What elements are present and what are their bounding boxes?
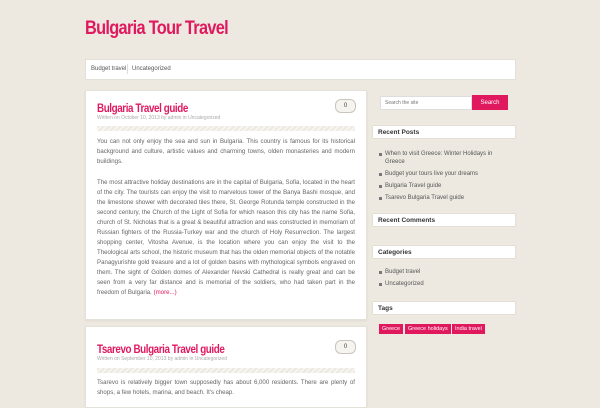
site-title[interactable]: Bulgaria Tour Travel [85,18,229,39]
recent-post-link[interactable]: Bulgaria Travel guide [379,182,510,190]
post-title[interactable]: Tsarevo Bulgaria Travel guide [97,342,225,356]
post-paragraph [97,178,355,298]
widget-title-recent-comments: Recent Comments [372,213,516,227]
widget-title-recent-posts: Recent Posts [372,125,516,139]
comment-count-badge[interactable]: 0 [335,340,356,354]
post-meta: Written on October 10, 2013 by admin in Uncategorized [97,115,221,121]
post-title[interactable]: Bulgaria Travel guide [97,101,188,115]
category-link[interactable]: Budget travel [379,268,510,276]
post-meta: Written on September 10, 2013 by admin in Uncategorized [97,356,227,362]
recent-posts-widget [372,139,516,209]
categories-widget [372,259,516,299]
tag-link[interactable]: India travel [452,324,485,334]
tag-link[interactable]: Greece holidays [405,324,451,334]
post-article [85,326,367,408]
post-paragraph: You can not only enjoy the sea and sun in Bulgaria. This country is famous for its historical background and culture, artistic values and charming towns, olden monasteries and modern buildings. [97,138,355,165]
post-paragraph: Tsarevo is relatively bigger town supposedly has about 6,000 residents. There are plenty of shops, a few hotels, marina, and beach. It's cheap. [97,379,355,396]
post-divider [97,126,355,131]
recent-post-link[interactable]: Budget your tours live your dreams [379,170,510,178]
post-divider [97,368,355,373]
category-link[interactable]: Uncategorized [379,280,510,288]
search-input[interactable] [380,96,472,110]
widget-title-categories: Categories [372,245,516,259]
search-button[interactable]: Search [472,95,508,110]
nav-item-uncategorized[interactable]: Uncategorized [132,66,171,72]
tag-link[interactable]: Greece [379,324,403,334]
widget-title-tags: Tags [372,301,516,315]
post-paragraph-text: The most attractive holiday destinations are in the capital of Bulgaria, Sofia, located in the heart of the city. The tourists can enjoy the visit to marvelous tower of the Banya Bashi mosque, and the limestone shower with decorated tiles there, St. George Rotunda temple constructed in the second century, the Church of the Light of Sofia for which reason this city has the name Sofia, church of St. Nicholas that is a great & beautiful attraction and was constructed in memoriam of Russian fighters of the Russia-Turkey war and the church of Holy Resurrection. The largest shopping center, Vitosha Avenue, is the location where you can enjoy the visit to the Theological arts school, the historic museum that has the olden memorial objects of the notable Panagyurishte gold treasure and a lot of golden basins with mythological symbols engraved on them. The sight of Golden domes of Alexander Nevski Cathedral is really great and can be seen from a very far distance and is memorial of the soldiers, who had taken part in the freedom of Bulgaria. [97,179,355,296]
recent-post-link[interactable]: When to visit Greece: Winter Holidays in Greece [379,150,510,166]
main-navigation [85,59,516,80]
read-more-link[interactable]: (more...) [153,289,177,296]
nav-divider [127,64,128,74]
recent-post-link[interactable]: Tsarevo Bulgaria Travel guide [379,194,510,202]
nav-item-budget-travel[interactable]: Budget travel [91,66,127,72]
comment-count-badge[interactable]: 0 [335,99,356,113]
post-article [85,90,367,320]
